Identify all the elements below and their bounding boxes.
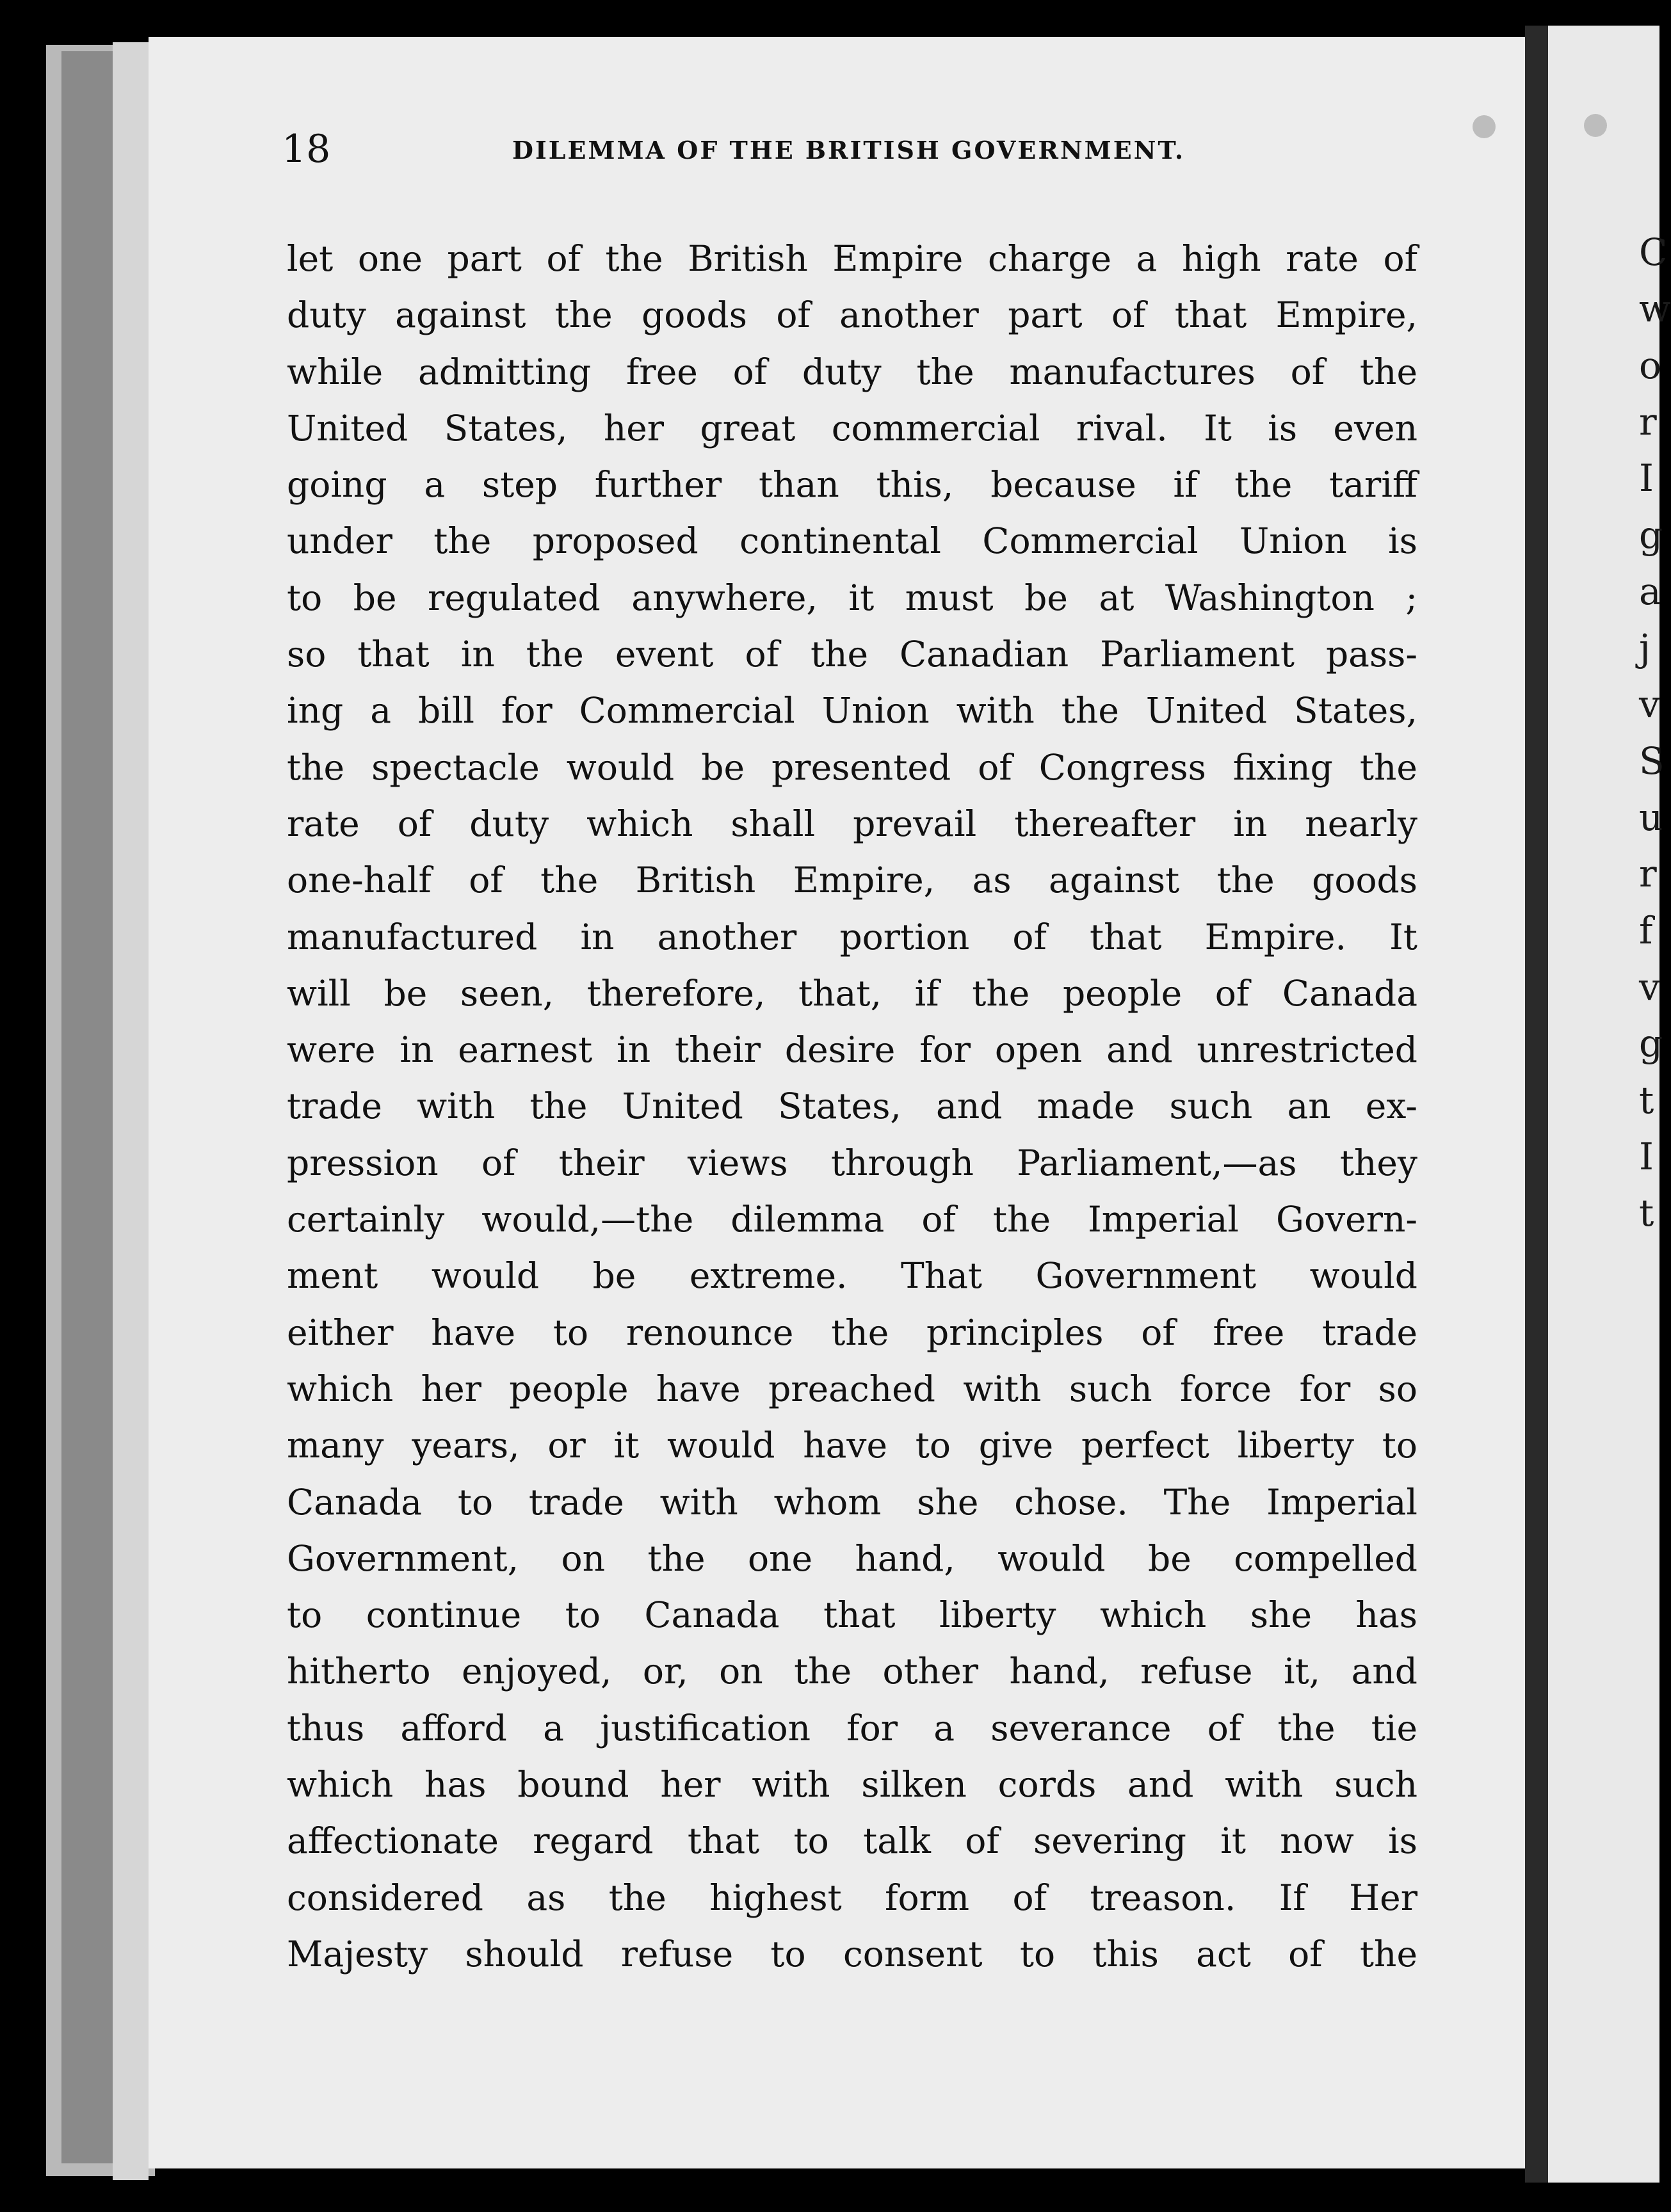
text-line: while admitting free of duty the manufactures of the [287, 351, 1417, 392]
page-stack-shadow [61, 51, 113, 2163]
text-line: certainly would,—the dilemma of the Imperial Govern- [287, 1199, 1417, 1240]
text-line: to be regulated anywhere, it must be at Washington ; [287, 577, 1417, 618]
facing-page-letter: g [1639, 1022, 1663, 1066]
facing-page-letter: u [1639, 796, 1663, 839]
text-line: many years, or it would have to give perfect liberty to [287, 1425, 1417, 1466]
text-line: were in earnest in their desire for open and unrestricted [287, 1029, 1417, 1071]
facing-page-letter: f [1639, 908, 1653, 952]
facing-page-letter: t [1639, 1078, 1654, 1122]
facing-page-letter: o [1639, 343, 1661, 387]
facing-page-letter: v [1639, 965, 1660, 1009]
text-line: will be seen, therefore, that, if the people of Canada [287, 972, 1417, 1014]
page-stack-strip [113, 42, 149, 2180]
text-line: trade with the United States, and made such an ex- [287, 1086, 1417, 1127]
text-line: under the proposed continental Commercial Union is [287, 520, 1417, 562]
text-line: which has bound her with silken cords and with such [287, 1764, 1417, 1806]
book-gutter [1525, 26, 1548, 2183]
facing-page-letter: C [1639, 230, 1668, 274]
text-line: duty against the goods of another part of that Empire, [287, 294, 1417, 336]
text-line: ment would be extreme. That Government would [287, 1255, 1417, 1297]
facing-page-letter: S [1639, 739, 1665, 783]
text-line: which her people have preached with such force for so [287, 1368, 1417, 1409]
facing-page-letter: r [1639, 399, 1657, 444]
text-line: to continue to Canada that liberty which she has [287, 1594, 1417, 1636]
facing-page-letter: v [1639, 682, 1660, 726]
body-text [287, 230, 1417, 1982]
facing-page-letter: w [1639, 287, 1671, 331]
text-line: so that in the event of the Canadian Parliament pass- [287, 634, 1417, 675]
text-line: pression of their views through Parliament,—as they [287, 1142, 1417, 1183]
facing-page-letter: I [1639, 1134, 1654, 1178]
text-line: considered as the highest form of treason. If Her [287, 1877, 1417, 1918]
text-line: affectionate regard that to talk of severing it now is [287, 1820, 1417, 1862]
text-line: United States, her great commercial rival. It is even [287, 407, 1417, 449]
text-line: one-half of the British Empire, as against the goods [287, 860, 1417, 901]
text-line: hitherto enjoyed, or, on the other hand, refuse it, and [287, 1651, 1417, 1692]
page-number: 18 [282, 127, 331, 172]
running-head-title: DILEMMA OF THE BRITISH GOVERNMENT. [512, 136, 1186, 164]
text-line: Majesty should refuse to consent to this act of the [287, 1933, 1417, 1975]
facing-page-letter: a [1639, 569, 1661, 613]
text-line: going a step further than this, because if the tariff [287, 464, 1417, 506]
text-line: Government, on the one hand, would be compelled [287, 1537, 1417, 1579]
facing-page-letter: t [1639, 1191, 1654, 1235]
binding-hole [1473, 115, 1496, 138]
facing-page-letter: g [1639, 513, 1663, 557]
binding-hole [1584, 114, 1607, 137]
text-line: the spectacle would be presented of Congress fixing the [287, 746, 1417, 788]
facing-page-letter: r [1639, 852, 1657, 896]
running-head [282, 127, 1421, 178]
text-line: either have to renounce the principles of free trade [287, 1311, 1417, 1353]
facing-page-letter: j [1639, 626, 1651, 670]
text-line: manufactured in another portion of that Empire. It [287, 916, 1417, 958]
text-line: let one part of the British Empire charge a high rate of [287, 238, 1417, 279]
text-line: ing a bill for Commercial Union with the United States, [287, 690, 1417, 732]
text-line: rate of duty which shall prevail thereafter in nearly [287, 803, 1417, 844]
facing-page-letter: I [1639, 456, 1654, 501]
text-line: thus afford a justification for a severance of the tie [287, 1707, 1417, 1749]
text-line: Canada to trade with whom she chose. The Imperial [287, 1481, 1417, 1523]
